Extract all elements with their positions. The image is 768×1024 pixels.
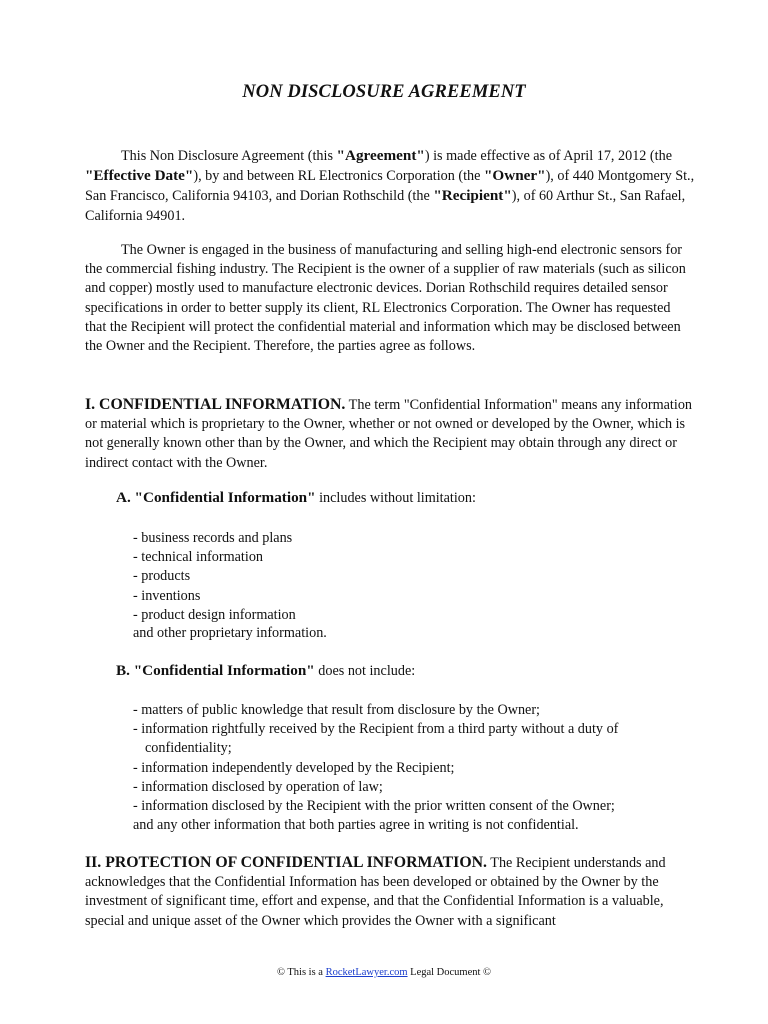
list-item: - information independently developed by the Recipient;: [133, 759, 455, 776]
subsection-a-tail: and other proprietary information.: [133, 625, 327, 641]
footer-text-pre: © This is a: [276, 967, 326, 978]
footer-text-post: Legal Document ©: [407, 967, 492, 978]
subsection-b-text: does not include:: [314, 663, 416, 679]
intro-paragraph: [85, 146, 695, 226]
subsection-b-heading: [116, 662, 415, 680]
list-item: - inventions: [133, 587, 201, 604]
effective-date-term: "Effective Date": [85, 167, 194, 185]
list-item: - products: [133, 568, 191, 585]
subsection-b-list: [133, 701, 693, 816]
subsection-a-heading: [116, 489, 476, 507]
list-item: - technical information: [133, 549, 264, 566]
document-footer: [0, 967, 768, 978]
intro-text-2: ) is made effective as of April 17, 2012 (the: [424, 148, 672, 164]
list-item: - business records and plans: [133, 530, 293, 546]
section-1-body: The term "Confidential Information" means any information or material which is proprietary to the Owner, whether or not owned or developed by the Owner, which is not generally known other than by the Owner, and which the Recipient may obtain through any direct or indirect contact with the Owner.: [85, 397, 693, 471]
list-item: [133, 720, 693, 758]
owner-term: "Owner": [483, 167, 546, 185]
list-item: - information disclosed by operation of law;: [133, 778, 383, 795]
document-title: NON DISCLOSURE AGREEMENT: [242, 82, 526, 102]
list-item-text: - information rightfully received by the Recipient from a third party without a duty of: [133, 721, 619, 738]
agreement-term: "Agreement": [336, 147, 425, 164]
subsection-a-list: [133, 529, 693, 625]
subsection-b-term: B. "Confidential Information": [116, 662, 315, 679]
list-item: - information disclosed by the Recipient with the prior written consent of the Owner;: [133, 798, 615, 815]
list-item-wrap: confidentiality;: [145, 740, 232, 757]
subsection-b-tail: and any other information that both parties agree in writing is not confidential.: [133, 817, 579, 833]
section-1-heading: I. CONFIDENTIAL INFORMATION.: [85, 396, 346, 413]
owner-paragraph: The Owner is engaged in the business of manufacturing and selling high-end electronic sensors for the commercial fishing industry. The Recipient is the owner of a supplier of raw materials (such as silicon and copper) mostly used to manufacture electronic devices. Dorian Rothschild requires detailed sensor specifications in order to better supply its client, RL Electronics Corporation. The Owner has requested that the Recipient will protect the confidential material and information which may be disclosed between the Owner and the Recipient. Therefore, the parties agree as follows.: [85, 242, 686, 355]
recipient-term: "Recipient": [433, 187, 512, 205]
rocketlawyer-link[interactable]: RocketLawyer.com: [325, 967, 408, 978]
intro-text-4: ), of 440 Montgomery St., San Francisco, California 94103, and Dorian Rothschild (the: [85, 168, 695, 205]
list-item: - matters of public knowledge that result from disclosure by the Owner;: [133, 702, 540, 718]
list-item: - product design information: [133, 606, 296, 623]
intro-text-5: ), of 60 Arthur St., San Rafael, California 94901.: [85, 188, 686, 224]
intro-text-1: This Non Disclosure Agreement (this: [121, 148, 337, 164]
section-2-body: The Recipient understands and acknowledges that the Confidential Information has been developed or obtained by the Owner by the investment of significant time, effort and expense, and that the Confidential Information is a valuable, special and unique asset of the Owner which provides the Owner with a significant: [85, 855, 666, 929]
section-2-heading: II. PROTECTION OF CONFIDENTIAL INFORMATION.: [85, 854, 487, 871]
intro-text-3: ), by and between RL Electronics Corporation (the: [193, 168, 484, 185]
subsection-a-term: A. "Confidential Information": [116, 489, 316, 506]
section-2-paragraph: [85, 853, 695, 931]
section-1-paragraph: [85, 395, 695, 473]
subsection-a-text: includes without limitation:: [315, 490, 476, 506]
